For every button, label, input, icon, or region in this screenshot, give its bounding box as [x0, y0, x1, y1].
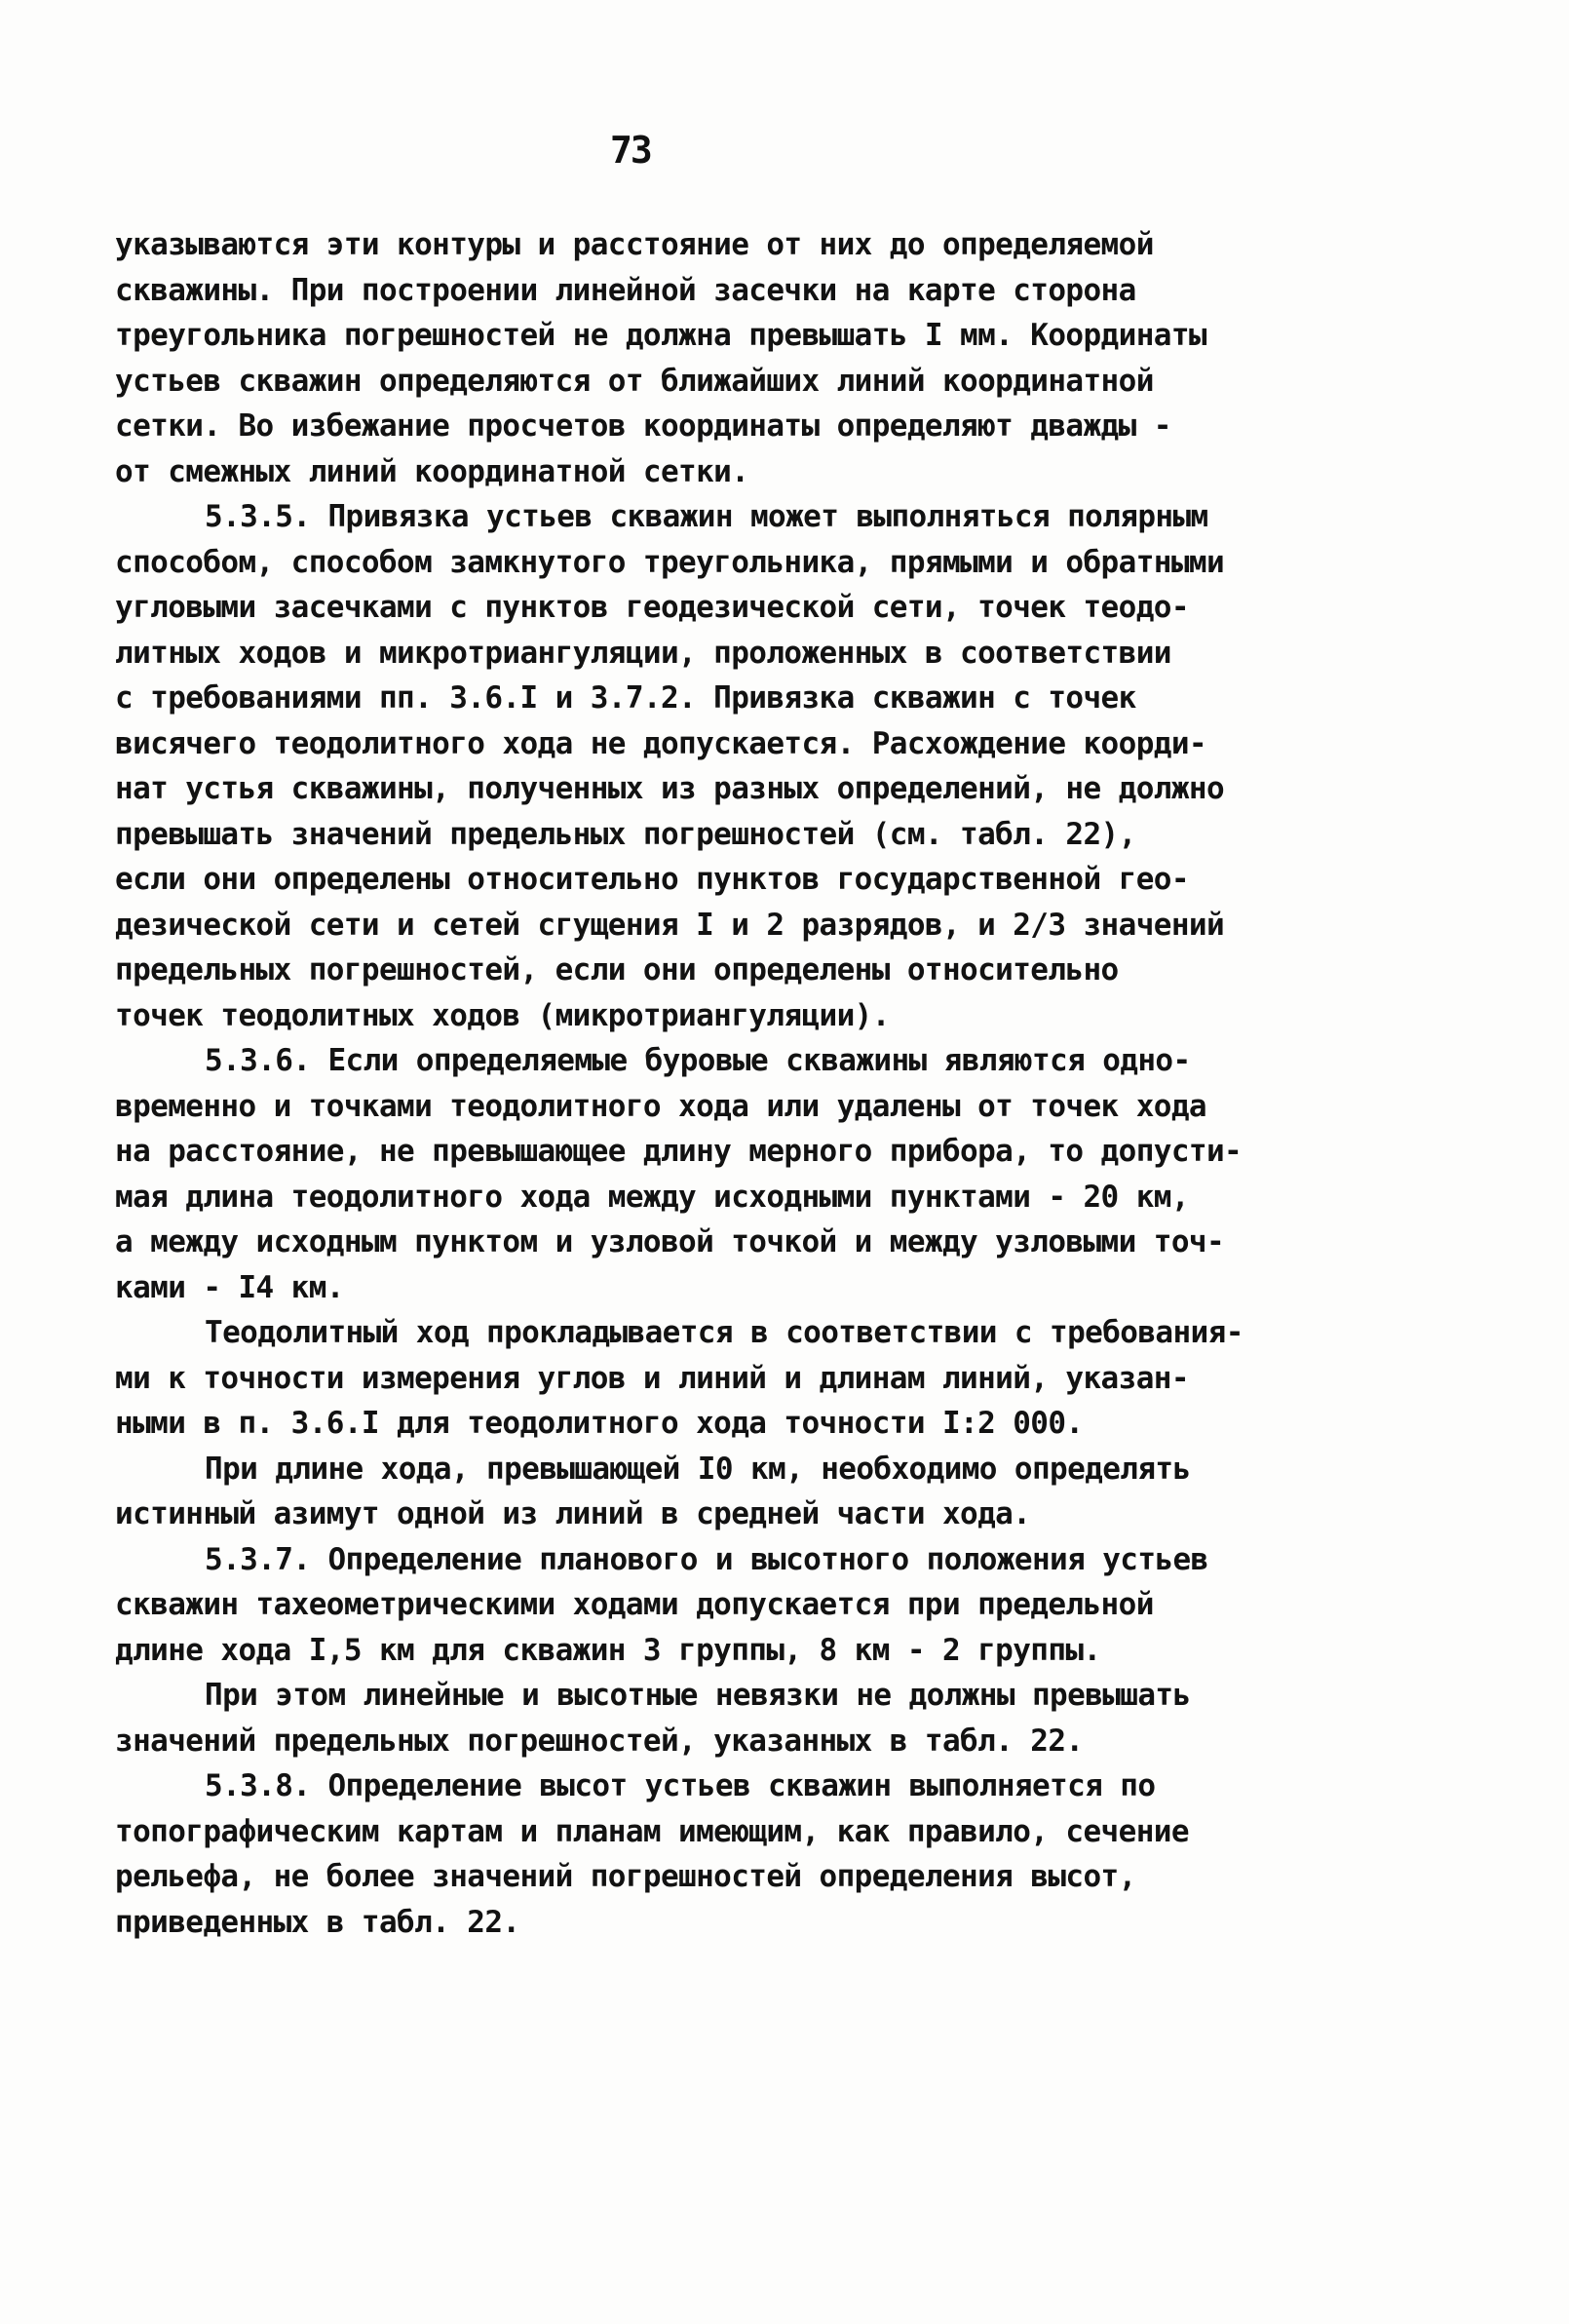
- text-line: ми к точности измерения углов и линий и длинам линий, указан-: [115, 1360, 1189, 1396]
- text-line: от смежных линий координатной сетки.: [115, 453, 749, 489]
- text-line: способом, способом замкнутого треугольника, прямыми и обратными: [115, 544, 1225, 580]
- text-line: топографическим картам и планам имеющим, как правило, сечение: [115, 1813, 1189, 1849]
- text-line: 5.3.6. Если определяемые буровые скважины являются одно-: [205, 1043, 1191, 1078]
- text-line: литных ходов и микротриангуляции, проложенных в соответствии: [115, 635, 1171, 671]
- text-line: временно и точками теодолитного хода или удалены от точек хода: [115, 1088, 1206, 1124]
- text-line: мая длина теодолитного хода между исходными пунктами - 20 км,: [115, 1179, 1189, 1215]
- text-line: угловыми засечками с пунктов геодезической сети, точек теодо-: [115, 590, 1189, 625]
- text-line: значений предельных погрешностей, указанных в табл. 22.: [115, 1723, 1084, 1759]
- text-line: ками - I4 км.: [115, 1269, 344, 1305]
- text-line: 5.3.8. Определение высот устьев скважин выполняется по: [205, 1768, 1156, 1803]
- text-line: нат устья скважины, полученных из разных определений, не должно: [115, 771, 1225, 806]
- text-line: приведенных в табл. 22.: [115, 1904, 520, 1940]
- text-line: указываются эти контуры и расстояние от них до определяемой: [115, 227, 1154, 262]
- text-line: если они определены относительно пунктов государственной гео-: [115, 862, 1189, 897]
- text-line: При длине хода, превышающей I0 км, необходимо определять: [205, 1451, 1191, 1487]
- text-line: ными в п. 3.6.I для теодолитного хода точности I:2 000.: [115, 1406, 1084, 1441]
- text-line: 5.3.5. Привязка устьев скважин может выполняться полярным: [205, 499, 1208, 534]
- text-line: 5.3.7. Определение планового и высотного положения устьев: [205, 1541, 1208, 1577]
- text-line: Теодолитный ход прокладывается в соответствии с требования-: [205, 1315, 1244, 1350]
- text-line: на расстояние, не превышающее длину мерного прибора, то допусти-: [115, 1134, 1243, 1169]
- page-number: 73: [610, 129, 651, 172]
- text-line: устьев скважин определяются от ближайших линий координатной: [115, 363, 1154, 399]
- text-line: треугольника погрешностей не должна превышать I мм. Координаты: [115, 318, 1206, 353]
- text-line: скважины. При построении линейной засечки на карте сторона: [115, 272, 1136, 308]
- text-line: истинный азимут одной из линий в средней части хода.: [115, 1496, 1031, 1531]
- text-line: При этом линейные и высотные невязки не должны превышать: [205, 1678, 1191, 1713]
- text-line: предельных погрешностей, если они определены относительно: [115, 952, 1119, 988]
- text-line: с требованиями пп. 3.6.I и 3.7.2. Привязка скважин с точек: [115, 680, 1136, 716]
- text-line: превышать значений предельных погрешностей (см. табл. 22),: [115, 816, 1136, 852]
- text-line: дезической сети и сетей сгущения I и 2 разрядов, и 2/3 значений: [115, 907, 1225, 943]
- text-line: точек теодолитных ходов (микротриангуляции).: [115, 997, 890, 1033]
- text-line: сетки. Во избежание просчетов координаты определяют дважды -: [115, 408, 1171, 444]
- body-text: [115, 222, 1314, 1945]
- text-line: длине хода I,5 км для скважин 3 группы, 8 км - 2 группы.: [115, 1632, 1101, 1668]
- text-line: а между исходным пунктом и узловой точкой и между узловыми точ-: [115, 1224, 1225, 1259]
- text-line: рельефа, не более значений погрешностей определения высот,: [115, 1859, 1136, 1894]
- text-line: скважин тахеометрическими ходами допускается при предельной: [115, 1587, 1154, 1622]
- text-line: висячего теодолитного хода не допускается. Расхождение коорди-: [115, 725, 1206, 761]
